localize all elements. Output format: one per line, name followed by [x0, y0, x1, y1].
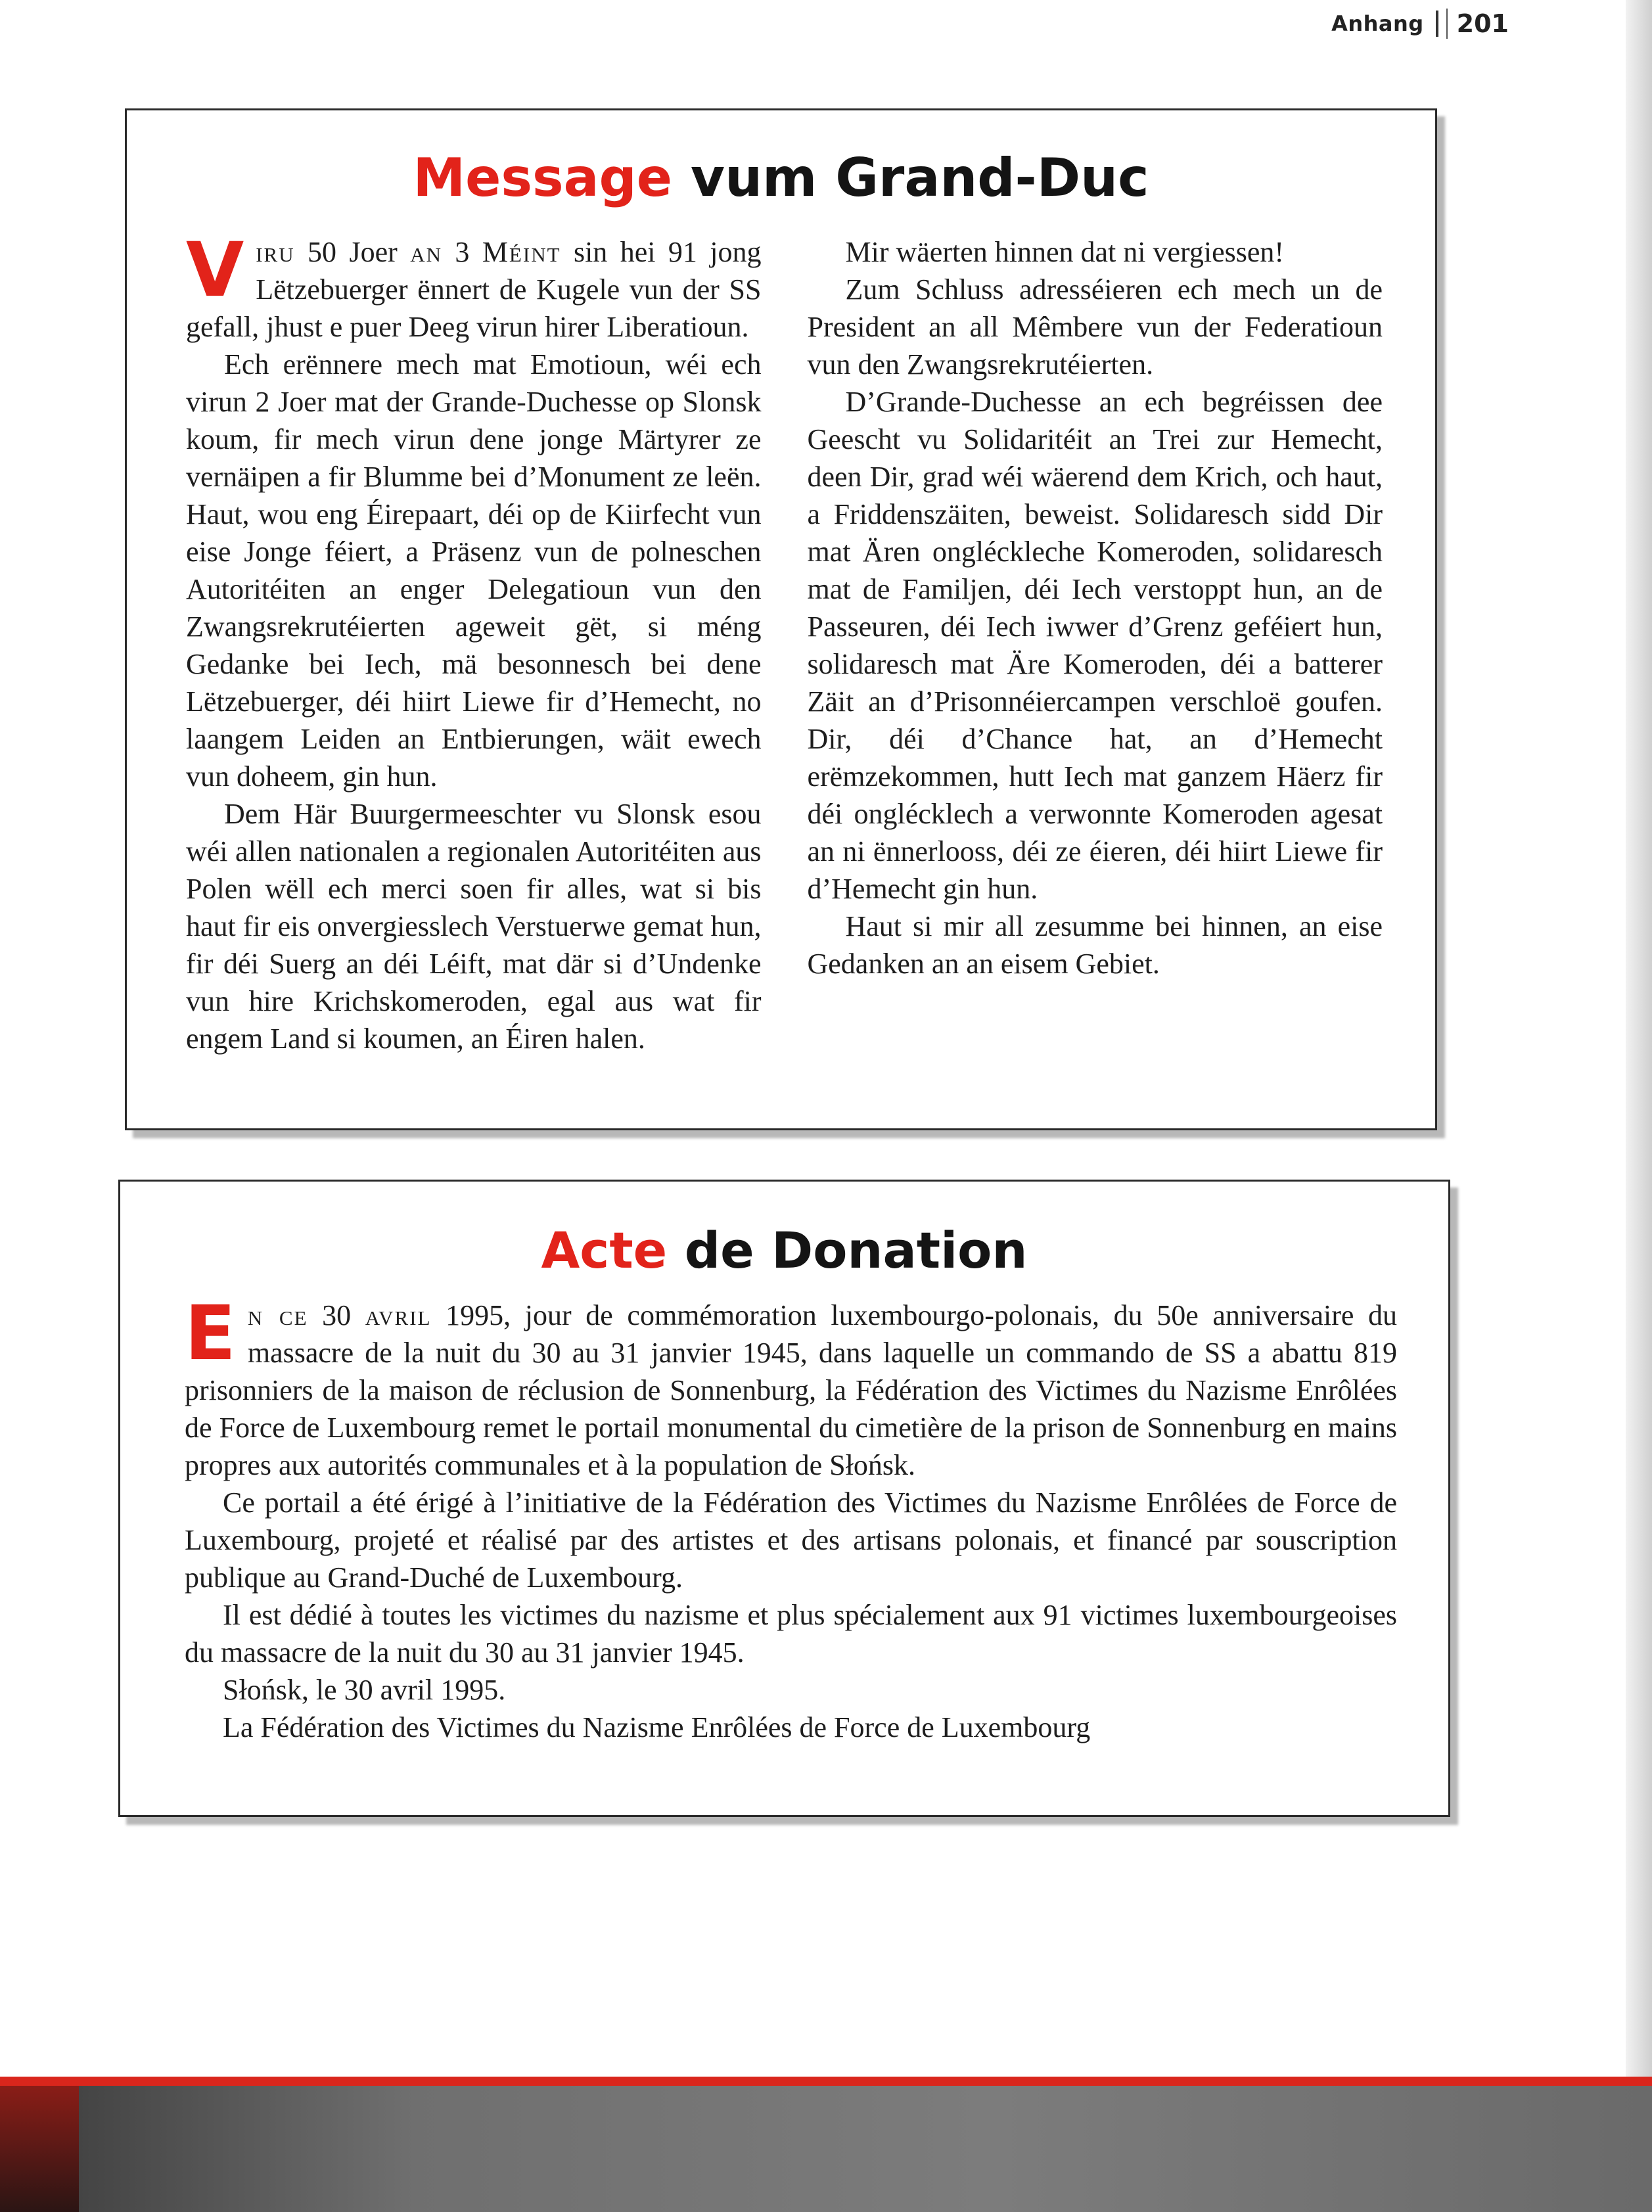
donation-paragraph-2: Ce portail a été érigé à l’initiative de la Fédération des Victimes du Nazisme Enrôlées de Force de Luxembourg, projeté et réalisé par des artistes et des artisans polonais, et financé par souscription publique au Grand-Duché de Luxembourg. [185, 1486, 1397, 1594]
book-cover-red-edge [0, 2077, 1652, 2086]
scan-background-accent [0, 2086, 79, 2212]
message-paragraph-6: D’Grande-Duchesse an ech begréissen dee Geescht vu Solidaritéit an Trei zur Hemecht, deen Dir, grad wéi wäerend dem Krich, och haut, a Friddenszäiten, beweist. Solidaresch sidd Dir mat Ären ongléckleche Komeroden, solidaresch mat de Familjen, déi Iech verstoppt hun, an de Passeuren, déi Iech iwwer d’Grenz geféiert hun, solidaresch mat Äre Komeroden, déi a batterer Zäit an d’Prisonnéiercampen verschloë goufen. Dir, déi d’Chance hat, an d’Hemecht erëmzekommen, hutt Iech mat ganzem Häerz fir déi onglécklech a verwonnte Komeroden agesat an ni ënnerlooss, déi ze éieren, déi hiirt Liewe fir d’Hemecht gin hun. [807, 386, 1383, 905]
donation-title-rest: de Donation [684, 1221, 1028, 1279]
message-text-run: sin hei 91 jong Lëtzebuerger ënnert de Kugele vun der SS gefall, jhust e puer Deeg virun hirer Liberatioun. [186, 236, 762, 343]
message-title-accent: Message [413, 147, 673, 208]
message-paragraph-7: Haut si mir all zesumme bei hinnen, an eise Gedanken an an eisem Gebiet. [807, 910, 1383, 980]
message-box [125, 108, 1437, 1130]
donation-title [120, 1221, 1448, 1279]
section-label: Anhang [1331, 11, 1424, 36]
donation-paragraph-1 [185, 1289, 1398, 1484]
donation-text-run: 1995, jour de commémoration luxembourgo-polonais, du 50e anniversaire du massacre de la nuit du 30 au 31 janvier 1945, dans laquelle un commando de SS a abattu 819 prisonniers de la maison de réclusion de Sonnenburg, la Fédération des Victimes du Nazisme Enrôlées de Force de Luxembourg remet le portail monumental du cimetière de la prison de Sonnenburg en mains propres aux autorités communales et à la population de Słońsk. [185, 1299, 1398, 1481]
donation-smallcaps: avril [365, 1299, 432, 1331]
message-paragraph-1 [186, 226, 762, 346]
donation-title-accent: Acte [541, 1221, 668, 1279]
donation-smallcaps: n ce [247, 1299, 308, 1331]
message-text-run: 3 [442, 236, 482, 268]
donation-paragraph-3: Il est dédié à toutes les victimes du nazisme et plus spécialement aux 91 victimes luxembourgeoises du massacre de la nuit du 30 au 31 janvier 1945. [185, 1599, 1397, 1669]
message-dropcap: V [186, 226, 244, 313]
message-title [127, 147, 1435, 208]
donation-paragraph-4: Słońsk, le 30 avril 1995. [223, 1674, 506, 1706]
message-text-run: 50 Joer [294, 236, 411, 268]
message-body [186, 226, 1383, 1088]
message-paragraph-4: Mir wäerten hinnen dat ni vergiessen! [845, 236, 1285, 268]
donation-paragraph-5: La Fédération des Victimes du Nazisme Enrôlées de Force de Luxembourg [223, 1711, 1091, 1743]
donation-body [185, 1289, 1398, 1746]
page-number: 201 [1456, 9, 1509, 38]
message-paragraph-2: Ech erënnere mech mat Emotioun, wéi ech virun 2 Joer mat der Grande-Duchesse op Slonsk koum, fir mech virun dene jonge Märtyrer ze vernäipen a fir Blumme bei d’Monument ze leën. Haut, wou eng Éirepaart, déi op de Kiirfecht vun eise Jonge féiert, a Präsenz vun de polneschen Autoritéiten an enger Delegatioun vun den Zwangsrekrutéierten ageweit gët, si méng Gedanke bei Iech, mä besonnesch bei dene Lëtzebuerger, déi hiirt Liewe fir d’Hemecht, no laangem Leiden an Entbierungen, wäit ewech vun doheem, gin hun. [186, 348, 762, 793]
scan-background [0, 2086, 1652, 2212]
donation-dropcap: E [185, 1289, 236, 1377]
donation-box [118, 1180, 1450, 1817]
message-title-rest: vum Grand-Duc [690, 147, 1149, 208]
header-separator [1436, 11, 1438, 37]
running-header [1331, 5, 1509, 42]
page-spine-edge [1626, 0, 1652, 2077]
message-smallcaps: Méint [482, 236, 561, 268]
message-smallcaps: an [410, 236, 442, 268]
message-smallcaps: iru [256, 236, 295, 268]
message-paragraph-5: Zum Schluss adresséieren ech mech un de President an all Mêmbere vun der Federatioun vun den Zwangsrekrutéierten. [807, 273, 1383, 380]
header-divider [1446, 9, 1448, 39]
donation-text-run: 30 [308, 1299, 365, 1331]
message-paragraph-3: Dem Här Buurgermeeschter vu Slonsk esou wéi allen nationalen a regionalen Autoritéiten aus Polen wëll ech merci soen fir alles, wat si bis haut fir eis onvergiesslech Verstuerwe gemat hun, fir déi Suerg an déi Léift, mat där si d’Undenke vun hire Krichskomeroden, egal aus wat fir engem Land si koumen, an Éiren halen. [186, 798, 762, 1055]
